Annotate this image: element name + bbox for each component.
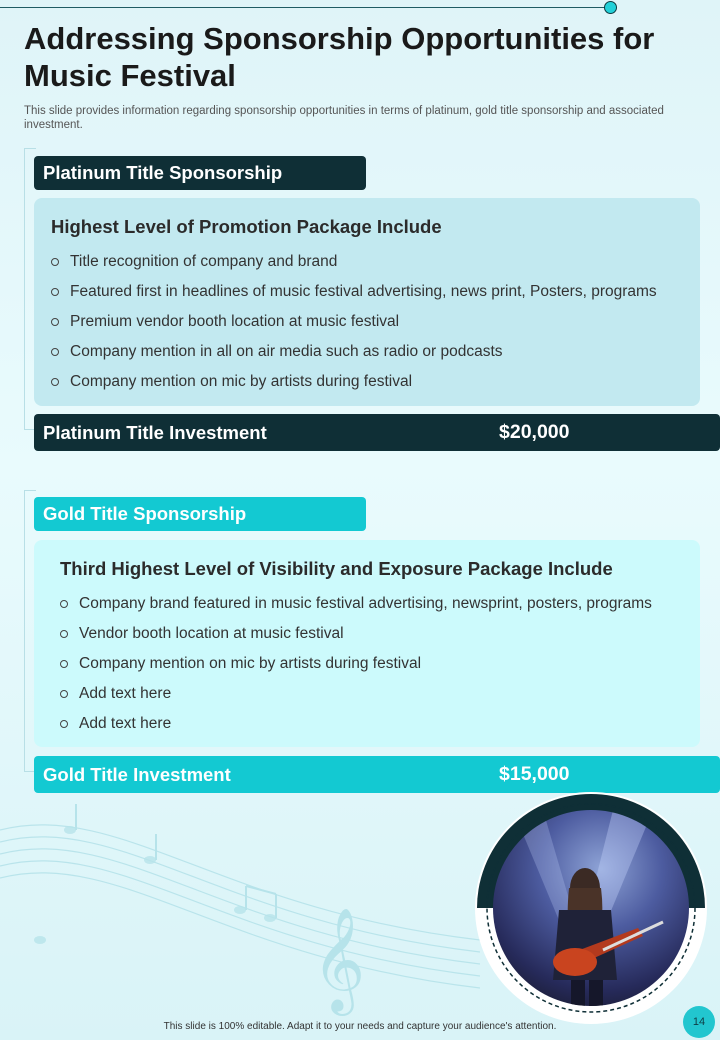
guitarist-illustration [493, 810, 689, 1006]
page-title: Addressing Sponsorship Opportunities for Music Festival [24, 21, 655, 93]
list-item: Vendor booth location at music festival [60, 619, 684, 649]
platinum-investment-amount: $20,000 [499, 421, 570, 443]
list-item: Company mention on mic by artists during festival [60, 649, 684, 679]
bullet-icon [51, 348, 59, 356]
footer-note: This slide is 100% editable. Adapt it to your needs and capture your audience's attention. [163, 1021, 557, 1032]
bullet-icon [51, 288, 59, 296]
top-rule-dot [604, 1, 617, 14]
guitarist-photo [493, 810, 689, 1006]
gold-package-list [60, 589, 684, 739]
bullet-icon [60, 630, 68, 638]
list-item: Add text here [60, 679, 684, 709]
list-item: Company brand featured in music festival advertising, newsprint, posters, programs [60, 589, 684, 619]
music-notes-background [0, 790, 480, 1030]
bullet-icon [60, 600, 68, 608]
bullet-icon [60, 660, 68, 668]
bullet-icon [60, 690, 68, 698]
svg-text:𝄞: 𝄞 [312, 907, 366, 1012]
list-item: Premium vendor booth location at music festival [51, 307, 684, 337]
platinum-sponsorship-header: Platinum Title Sponsorship [34, 156, 366, 190]
bullet-icon [51, 258, 59, 266]
platinum-package-panel [34, 198, 700, 406]
gold-investment-bar [34, 756, 720, 793]
bullet-icon [60, 720, 68, 728]
page-subtitle: This slide provides information regarding sponsorship opportunities in terms of platinum, gold title sponsorship and associated investment. [24, 105, 664, 131]
gold-package-panel [34, 540, 700, 747]
page-number: 14 [683, 1006, 715, 1038]
gold-sponsorship-header: Gold Title Sponsorship [34, 497, 366, 531]
top-rule [0, 7, 606, 8]
list-item: Company mention in all on air media such as radio or podcasts [51, 337, 684, 367]
list-item: Company mention on mic by artists during festival [51, 367, 684, 397]
bullet-icon [51, 378, 59, 386]
gold-investment-label: Gold Title Investment [43, 764, 231, 785]
list-item: Title recognition of company and brand [51, 247, 684, 277]
platinum-package-title: Highest Level of Promotion Package Include [51, 216, 442, 237]
platinum-investment-label: Platinum Title Investment [43, 422, 267, 443]
platinum-investment-bar [34, 414, 720, 451]
platinum-package-list [51, 247, 684, 397]
list-item: Add text here [60, 709, 684, 739]
bullet-icon [51, 318, 59, 326]
gold-investment-amount: $15,000 [499, 763, 570, 785]
gold-package-title: Third Highest Level of Visibility and Exposure Package Include [60, 558, 613, 579]
list-item: Featured first in headlines of music festival advertising, news print, Posters, programs [51, 277, 684, 307]
